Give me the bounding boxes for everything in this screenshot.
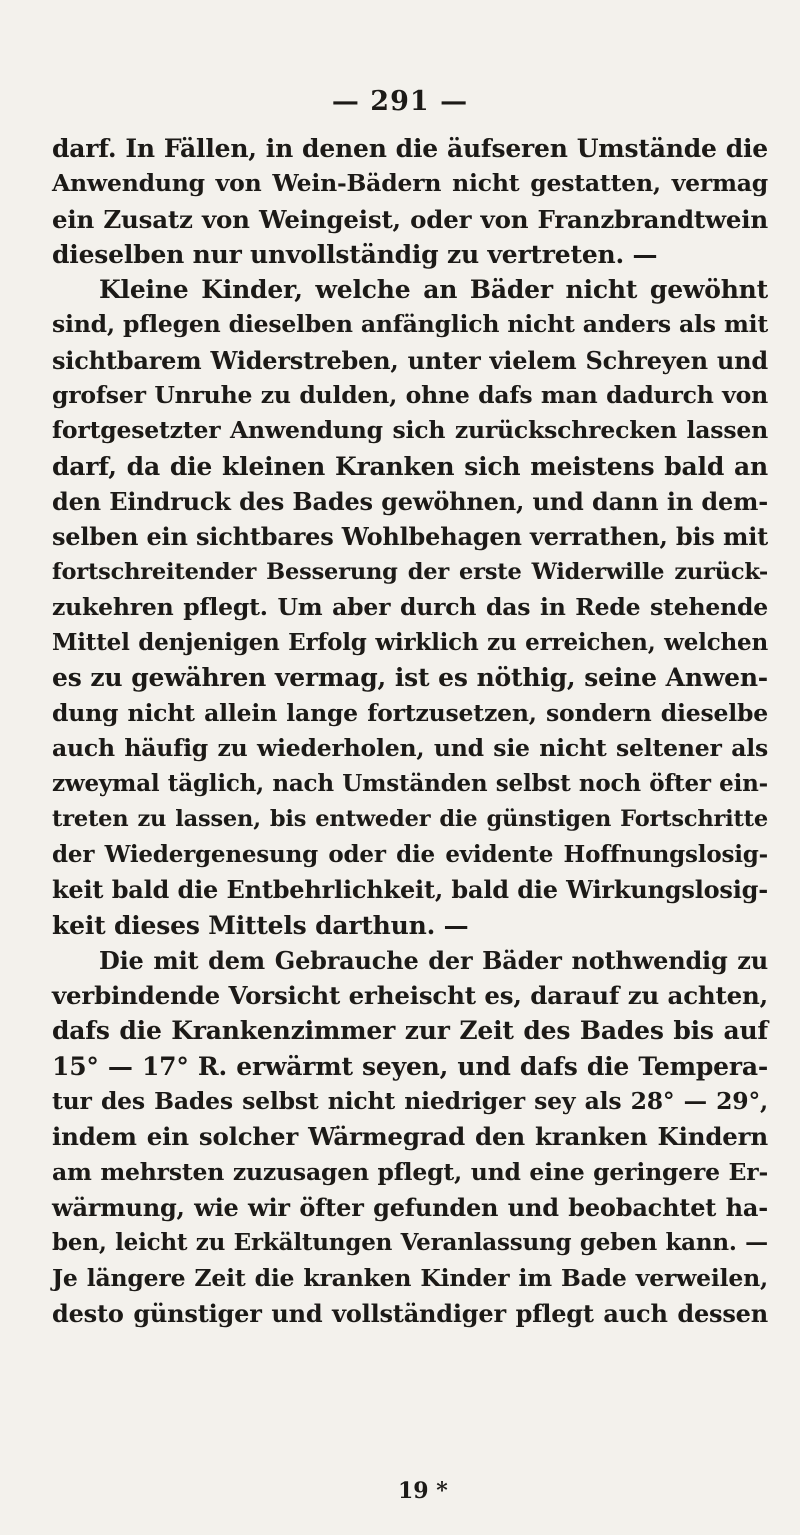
text-line: selben ein sichtbares Wohlbehagen verrathen, bis mit bbox=[52, 522, 768, 552]
text-line: tur des Bades selbst nicht niedriger sey als 28° — 29°, bbox=[52, 1087, 768, 1116]
text-line: darf. In Fällen, in denen die äufseren Umstände die bbox=[52, 134, 768, 163]
text-line: auch häufig zu wiederholen, und sie nicht seltener als bbox=[52, 734, 768, 763]
text-line: es zu gewähren vermag, ist es nöthig, seine Anwen- bbox=[52, 663, 768, 693]
text-line: keit dieses Mittels darthun. — bbox=[52, 910, 469, 940]
text-line: der Wiedergenesung oder die evidente Hoffnungslosig- bbox=[52, 840, 768, 868]
body-text bbox=[52, 131, 768, 1331]
text-line: ben, leicht zu Erkältungen Veranlassung geben kann. — bbox=[52, 1229, 768, 1257]
text-line: sind, pflegen dieselben anfänglich nicht anders als mit bbox=[52, 310, 768, 339]
text-line: zukehren pflegt. Um aber durch das in Rede stehende bbox=[52, 592, 768, 621]
text-line: treten zu lassen, bis entweder die günstigen Fortschritte bbox=[52, 805, 768, 832]
text-line: Anwendung von Wein-Bädern nicht gestatten, vermag bbox=[52, 169, 768, 198]
text-line: verbindende Vorsicht erheischt es, darauf zu achten, bbox=[52, 981, 768, 1011]
text-line: wärmung, wie wir öfter gefunden und beobachtet ha- bbox=[52, 1192, 768, 1222]
paragraph-start-line: Die mit dem Gebrauche der Bäder nothwendig zu bbox=[99, 945, 768, 975]
text-line: dafs die Krankenzimmer zur Zeit des Bades bis auf bbox=[52, 1016, 768, 1046]
text-line: sichtbarem Widerstreben, unter vielem Schreyen und bbox=[52, 345, 768, 375]
text-line: ein Zusatz von Weingeist, oder von Franzbrandtwein bbox=[52, 204, 768, 234]
text-line: 15° — 17° R. erwärmt seyen, und dafs die Tempera- bbox=[52, 1051, 768, 1081]
text-line: zweymal täglich, nach Umständen selbst noch öfter ein- bbox=[52, 770, 768, 798]
text-line: desto günstiger und vollständiger pflegt auch dessen bbox=[52, 1298, 768, 1328]
text-line: dieselben nur unvollständig zu vertreten. — bbox=[52, 239, 658, 269]
text-line: Mittel denjenigen Erfolg wirklich zu erreichen, welchen bbox=[52, 629, 768, 657]
text-line: indem ein solcher Wärmegrad den kranken Kindern bbox=[52, 1122, 768, 1152]
text-line: grofser Unruhe zu dulden, ohne dafs man dadurch von bbox=[52, 381, 768, 410]
text-line: dung nicht allein lange fortzusetzen, sondern dieselbe bbox=[52, 698, 768, 727]
page-number: — 291 — bbox=[331, 86, 469, 117]
text-line: am mehrsten zuzusagen pflegt, und eine geringere Er- bbox=[52, 1157, 768, 1186]
text-line: fortschreitender Besserung der erste Widerwille zurück- bbox=[52, 558, 768, 585]
signature-mark: 19 * bbox=[398, 1478, 448, 1504]
text-line: fortgesetzter Anwendung sich zurückschrecken lassen bbox=[52, 416, 768, 445]
paragraph-start-line: Kleine Kinder, welche an Bäder nicht gewöhnt bbox=[99, 275, 768, 305]
text-line: darf, da die kleinen Kranken sich meistens bald an bbox=[52, 451, 768, 481]
text-line: keit bald die Entbehrlichkeit, bald die Wirkungslosig- bbox=[52, 875, 768, 905]
text-line: Je längere Zeit die kranken Kinder im Bade verweilen, bbox=[52, 1263, 768, 1292]
text-line: den Eindruck des Bades gewöhnen, und dann in dem- bbox=[52, 486, 768, 516]
